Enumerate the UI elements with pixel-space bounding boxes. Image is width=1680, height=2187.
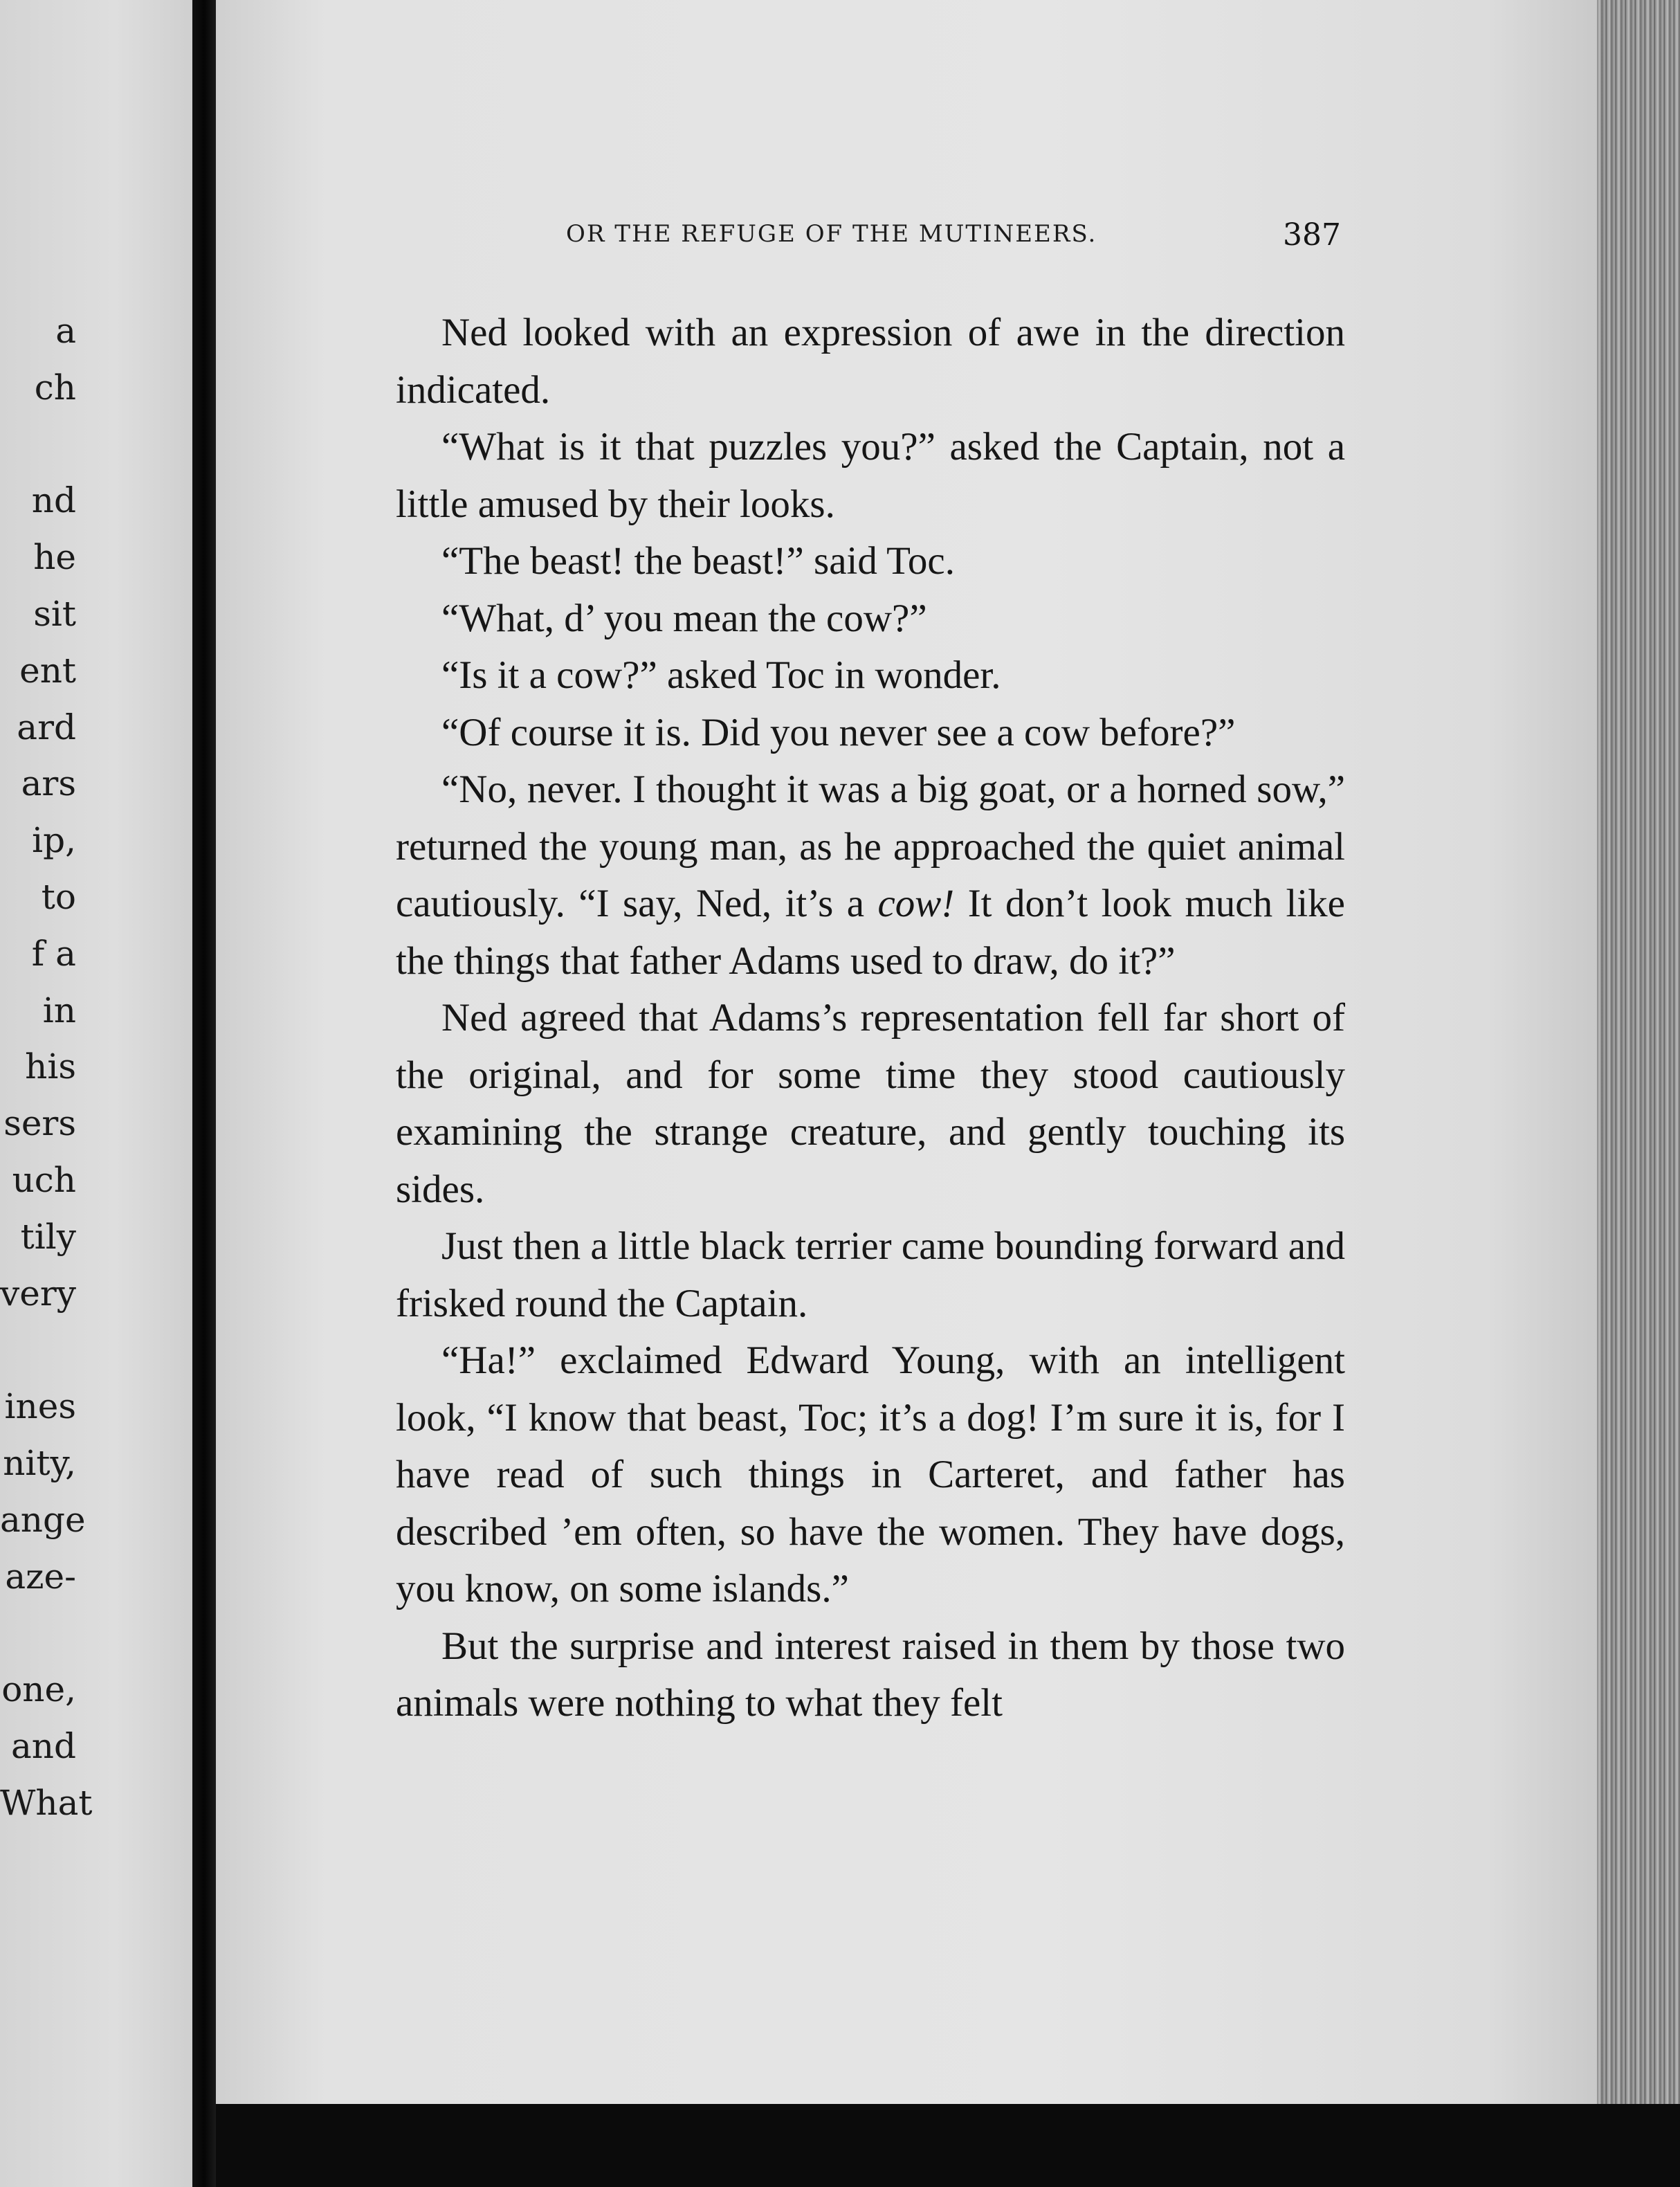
book-gutter [192,0,216,2187]
left-page-line-fragment: ines [4,1386,76,1427]
left-page-line-fragment: sers [3,1103,76,1144]
left-page-line-fragment: his [25,1046,76,1087]
left-page-line-fragment: and [10,1726,76,1766]
left-page-line-fragment: a [55,311,76,351]
paragraph [396,761,1345,990]
left-page-line-fragment: tily [20,1216,76,1257]
left-page-line-fragment: very [0,1273,76,1314]
paragraph: “What, d’ you mean the cow?” [441,596,927,640]
paragraph: “Is it a cow?” asked Toc in wonder. [441,653,1001,697]
paragraph: Ned agreed that Adams’s representation fell far short of the original, and for some time they stood cautiously examining the strange creature, and gently touching its sides. [396,996,1345,1211]
page-body-text [396,305,1345,1732]
paragraph: Ned looked with an expression of awe in the direction indicated. [396,311,1345,412]
left-page-line-fragment: one, [1,1669,76,1710]
paragraph: “What is it that puzzles you?” asked the Captain, not a little amused by their looks. [396,425,1345,526]
paragraph: “The beast! the beast!” said Toc. [441,539,955,583]
left-page-line-fragment: ch [34,367,76,408]
left-page-line-fragment: ip, [32,820,76,861]
left-page-line-fragment: nd [31,480,76,521]
left-page-line-fragment: to [41,877,76,917]
page-number: 387 [1283,217,1341,253]
left-page-line-fragment: aze- [5,1556,76,1597]
left-page-line-fragment: ange [0,1499,86,1540]
running-head: OR THE REFUGE OF THE MUTINEERS. [566,220,1097,248]
paragraph-text: “No, never. I thought it was a big goat, or a horned sow,” returned the young man, as he approached the quiet animal cautiously. “I say, Ned, it’s a [396,768,1345,925]
left-page-line-fragment: uch [12,1160,76,1200]
left-page-line-fragment: f a [31,933,76,974]
paragraph: Just then a little black terrier came bounding forward and frisked round the Captain. [396,1224,1345,1325]
paragraph: “Of course it is. Did you never see a cow before?” [441,710,1236,754]
left-page-line-fragment: What [0,1782,93,1823]
left-page-line-fragment: in [42,990,76,1031]
left-page-line-fragment: he [33,537,76,578]
paragraph: But the surprise and interest raised in them by those two animals were nothing to what they felt [396,1624,1345,1725]
paragraph-text: It don’t look much like the things that father Adams used to draw, do it?” [396,882,1345,983]
left-page-line-fragment: ent [19,650,76,691]
emphasized-word: cow! [877,882,955,925]
left-page-line-fragment: sit [33,594,76,634]
left-page-line-fragment: ars [21,763,76,804]
left-page-line-fragment: nity, [3,1443,76,1483]
left-facing-page [0,0,192,2187]
left-page-line-fragment: ard [17,707,76,747]
page-edges [1597,0,1680,2132]
paragraph: “Ha!” exclaimed Edward Young, with an intelligent look, “I know that beast, Toc; it’s a dog! I’m sure it is, for I have read of such things in Carteret, and father has described ’em often, so have the women. They have dogs, you know, on some islands.” [396,1338,1345,1610]
bottom-shadow [216,2104,1680,2187]
